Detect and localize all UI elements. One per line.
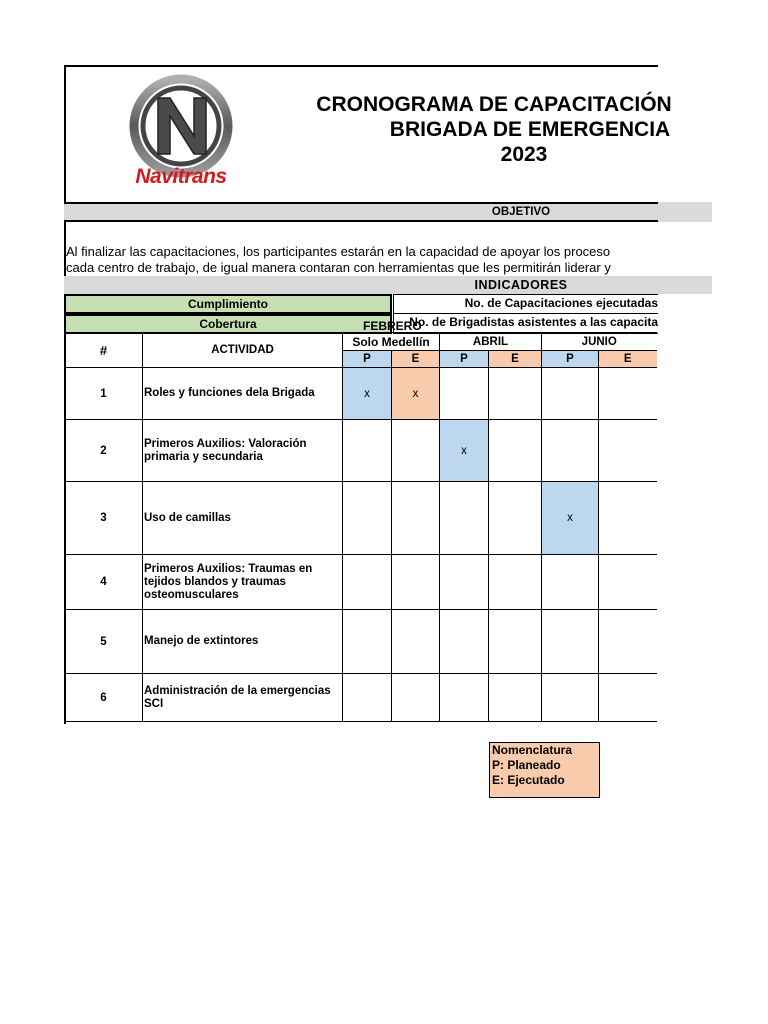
febrero-p-mark bbox=[343, 555, 392, 610]
month-header-abril: ABRIL bbox=[440, 333, 542, 351]
febrero-e-mark bbox=[392, 674, 440, 722]
legend-planned: P: Planeado bbox=[492, 758, 561, 772]
abril-e-mark bbox=[489, 674, 542, 722]
febrero-e-header: E bbox=[392, 351, 440, 368]
activity-name: Manejo de extintores bbox=[143, 610, 343, 674]
indicator-cumplimiento-formula-text: No. de Capacitaciones ejecutadas bbox=[464, 296, 658, 310]
febrero-p-mark: x bbox=[343, 368, 392, 420]
navitrans-logo bbox=[108, 66, 254, 194]
objetivo-text bbox=[66, 244, 666, 276]
table-row bbox=[65, 420, 657, 482]
table-row bbox=[65, 610, 657, 674]
febrero-p-mark bbox=[343, 674, 392, 722]
abril-p-mark bbox=[440, 674, 489, 722]
junio-e-mark bbox=[599, 610, 657, 674]
month-febrero-label: FEBRERO bbox=[363, 319, 422, 333]
abril-e-mark bbox=[489, 610, 542, 674]
table-row bbox=[65, 482, 657, 555]
junio-e-mark bbox=[599, 555, 657, 610]
abril-p-mark bbox=[440, 368, 489, 420]
abril-e-mark bbox=[489, 482, 542, 555]
row-number: 2 bbox=[65, 420, 143, 482]
abril-p-mark bbox=[440, 482, 489, 555]
indicadores-label: INDICADORES bbox=[474, 278, 568, 292]
row-number: 5 bbox=[65, 610, 143, 674]
abril-e-mark bbox=[489, 555, 542, 610]
febrero-e-mark: x bbox=[392, 368, 440, 420]
junio-e-mark bbox=[599, 674, 657, 722]
junio-e-mark bbox=[599, 420, 657, 482]
indicator-cobertura-formula-text: No. de Brigadistas asistentes a las capacita bbox=[409, 315, 658, 329]
febrero-e-mark bbox=[392, 610, 440, 674]
objetivo-label: OBJETIVO bbox=[491, 206, 551, 218]
legend-executed: E: Ejecutado bbox=[492, 773, 565, 787]
title-line-2: BRIGADA DE EMERGENCIA bbox=[389, 118, 671, 141]
febrero-p-mark bbox=[343, 420, 392, 482]
febrero-p-mark bbox=[343, 482, 392, 555]
document-title bbox=[254, 92, 734, 167]
febrero-p-mark bbox=[343, 610, 392, 674]
table-row bbox=[65, 368, 657, 420]
objetivo-header-bar bbox=[64, 202, 658, 222]
indicadores-header-bar bbox=[64, 276, 658, 294]
abril-e-mark bbox=[489, 368, 542, 420]
table-row bbox=[65, 555, 657, 610]
febrero-e-mark bbox=[392, 482, 440, 555]
objetivo-bar-overflow bbox=[658, 202, 712, 222]
junio-p-mark bbox=[542, 555, 599, 610]
abril-p-mark bbox=[440, 610, 489, 674]
indicator-cumplimiento-formula bbox=[393, 294, 658, 314]
month-header-junio: JUNIO bbox=[542, 333, 657, 351]
month-header-febrero bbox=[343, 319, 440, 351]
febrero-p-header: P bbox=[343, 351, 392, 368]
abril-p-mark: x bbox=[440, 420, 489, 482]
indicator-cobertura-formula bbox=[393, 314, 658, 334]
indicadores-bar-overflow bbox=[658, 276, 712, 294]
logo-wordmark: Navitrans bbox=[135, 165, 227, 188]
title-line-1: CRONOGRAMA DE CAPACITACIÓN bbox=[316, 93, 672, 116]
junio-p-header: P bbox=[542, 351, 599, 368]
activity-name: Primeros Auxilios: Valoración primaria y secundaria bbox=[143, 420, 343, 482]
febrero-e-mark bbox=[392, 420, 440, 482]
activity-name: Roles y funciones dela Brigada bbox=[143, 368, 343, 420]
junio-p-mark bbox=[542, 610, 599, 674]
abril-p-header: P bbox=[440, 351, 489, 368]
activity-name: Uso de camillas bbox=[143, 482, 343, 555]
table-row bbox=[65, 674, 657, 722]
activity-name: Administración de la emergencias SCI bbox=[143, 674, 343, 722]
row-number: 1 bbox=[65, 368, 143, 420]
indicator-cobertura-name: Cobertura bbox=[64, 314, 392, 334]
indicator-cumplimiento-name: Cumplimiento bbox=[64, 294, 392, 314]
junio-p-mark bbox=[542, 368, 599, 420]
row-number: 4 bbox=[65, 555, 143, 610]
abril-e-header: E bbox=[489, 351, 542, 368]
legend-title: Nomenclatura bbox=[492, 743, 573, 757]
nomenclature-legend bbox=[489, 742, 600, 798]
row-number: 6 bbox=[65, 674, 143, 722]
objetivo-line-2: cada centro de trabajo, de igual manera contaran con herramientas que les permitirán liderar y bbox=[66, 260, 611, 275]
activity-name: Primeros Auxilios: Traumas en tejidos blandos y traumas osteomusculares bbox=[143, 555, 343, 610]
junio-p-mark: x bbox=[542, 482, 599, 555]
abril-p-mark bbox=[440, 555, 489, 610]
junio-p-mark bbox=[542, 420, 599, 482]
abril-e-mark bbox=[489, 420, 542, 482]
objetivo-line-1: Al finalizar las capacitaciones, los participantes estarán en la capacidad de apoyar los proceso bbox=[66, 244, 611, 259]
col-header-number: # bbox=[65, 333, 143, 368]
junio-e-mark bbox=[599, 368, 657, 420]
month-febrero-sub: Solo Medellín bbox=[352, 334, 430, 349]
junio-p-mark bbox=[542, 674, 599, 722]
row-number: 3 bbox=[65, 482, 143, 555]
junio-e-header: E bbox=[599, 351, 657, 368]
title-line-3: 2023 bbox=[500, 143, 548, 166]
col-header-activity: ACTIVIDAD bbox=[143, 333, 343, 368]
junio-e-mark bbox=[599, 482, 657, 555]
febrero-e-mark bbox=[392, 555, 440, 610]
